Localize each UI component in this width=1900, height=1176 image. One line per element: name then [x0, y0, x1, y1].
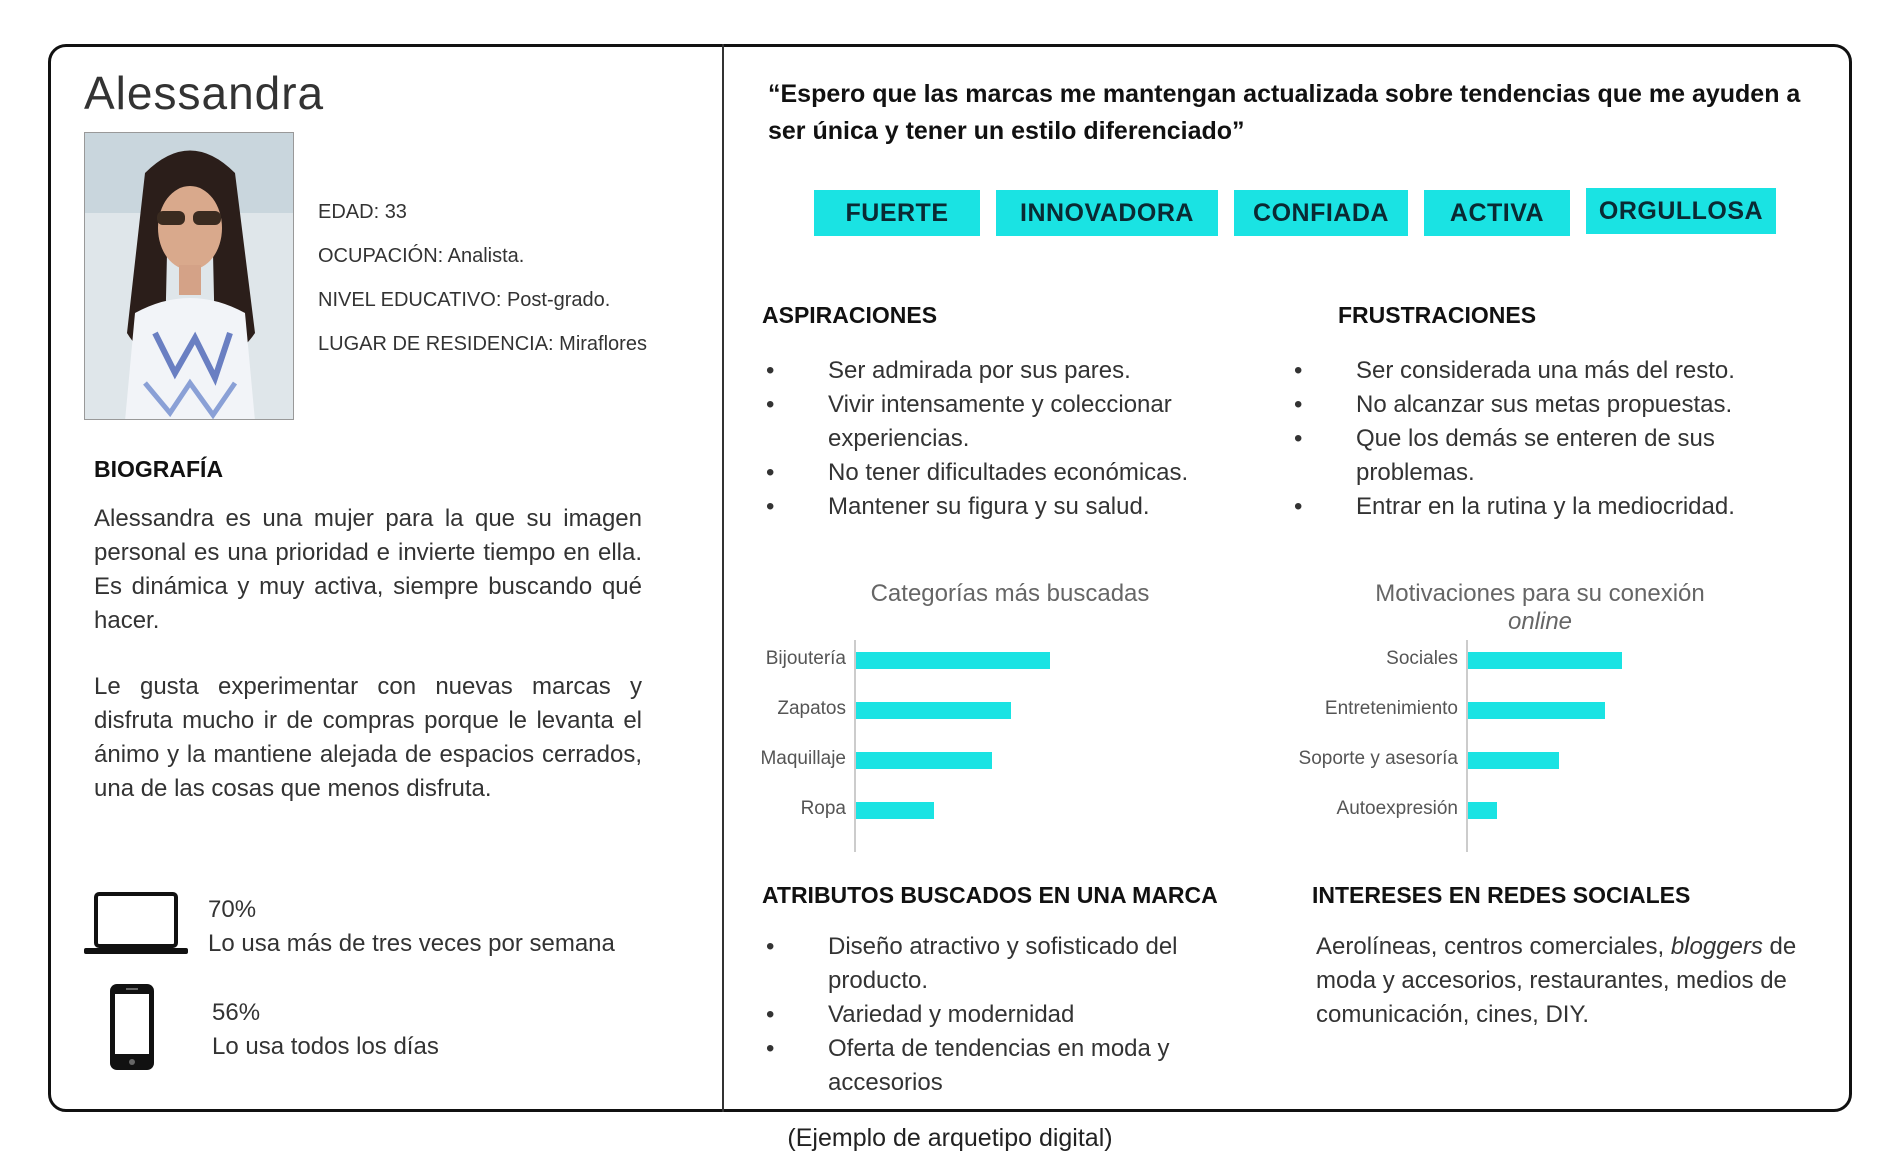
info-education: NIVEL EDUCATIVO: Post-grado.: [318, 289, 611, 311]
smartphone-usage-text: Lo usa todos los días: [212, 1033, 439, 1060]
trait-tag: CONFIADA: [1234, 190, 1408, 236]
list-item: • Mantener su figura y su salud.: [766, 490, 1246, 524]
social-interests-text: Aerolíneas, centros comerciales, bloggers de moda y accesorios, restaurantes, medios de comunicación, cines, DIY.: [1316, 933, 1797, 1028]
list-item: • Entrar en la rutina y la mediocridad.: [1294, 490, 1784, 524]
smartphone-percent: 56%: [212, 999, 261, 1026]
aspirations-list: [766, 354, 1246, 524]
list-item: • Variedad y modernidad: [766, 998, 1236, 1032]
smartphone-stat: [212, 996, 439, 1064]
frustrations-list: [1294, 354, 1784, 524]
bar-chart-motivations: [1270, 640, 1650, 860]
bar: [1468, 802, 1497, 819]
info-residence: LUGAR DE RESIDENCIA: Miraflores: [318, 333, 647, 355]
list-item: • Diseño atractivo y sofisticado del producto.: [766, 930, 1236, 998]
trait-tag: FUERTE: [814, 190, 980, 236]
laptop-icon: [84, 892, 188, 961]
persona-info: [318, 190, 647, 366]
list-item: • No alcanzar sus metas propuestas.: [1294, 388, 1784, 422]
bar-label: Sociales: [1386, 648, 1458, 669]
portrait-photo: [84, 132, 294, 420]
laptop-stat: [208, 893, 615, 961]
biography-paragraph-2: Le gusta experimentar con nuevas marcas y disfruta mucho ir de compras porque le levanta el ánimo y la mantiene alejada de espacios cerrados, una de las cosas que menos disfruta.: [94, 673, 642, 802]
bar: [1468, 702, 1605, 719]
brand-attributes-list: [766, 930, 1236, 1100]
bar-label: Entretenimiento: [1324, 698, 1458, 719]
bar: [856, 702, 1011, 719]
chart-axis: [854, 640, 856, 852]
aspirations-heading: ASPIRACIONES: [762, 302, 938, 328]
chart-axis: [1466, 640, 1468, 852]
bar-label: Ropa: [800, 798, 846, 819]
trait-tag: ORGULLOSA: [1586, 188, 1776, 234]
bar: [1468, 752, 1559, 769]
chart-title: Categorías más buscadas: [870, 580, 1150, 607]
biography-paragraph-1: Alessandra es una mujer para la que su imagen personal es una prioridad e invierte tiempo en ella. Es dinámica y muy activa, siempre buscando qué hacer.: [94, 505, 642, 634]
persona-quote: “Espero que las marcas me mantengan actualizada sobre tendencias que me ayuden a ser única y tener un estilo diferenciado”: [768, 80, 1801, 145]
portrait-icon: [85, 133, 294, 420]
list-item: • Que los demás se enteren de sus problemas.: [1294, 422, 1784, 490]
list-item: • Ser considerada una más del resto.: [1294, 354, 1784, 388]
list-item: • No tener dificultades económicas.: [766, 456, 1246, 490]
persona-name: Alessandra: [84, 67, 325, 119]
bar-label: Soporte y asesoría: [1298, 748, 1458, 769]
figure-caption: (Ejemplo de arquetipo digital): [787, 1124, 1113, 1152]
list-item: • Oferta de tendencias en moda y accesorios: [766, 1032, 1236, 1100]
info-occupation: OCUPACIÓN: Analista.: [318, 245, 525, 267]
bar: [1468, 652, 1622, 669]
bar: [856, 652, 1050, 669]
bar-chart-categories: [740, 640, 1120, 860]
column-divider: [722, 44, 724, 1112]
bar-label: Maquillaje: [760, 748, 846, 769]
chart-title-italic: online: [1507, 608, 1573, 635]
bar: [856, 802, 934, 819]
bar-label: Bijoutería: [765, 648, 846, 669]
info-age: EDAD: 33: [318, 201, 407, 223]
brand-attributes-heading: ATRIBUTOS BUSCADOS EN UNA MARCA: [762, 882, 1218, 908]
frustrations-heading: FRUSTRACIONES: [1338, 302, 1537, 328]
bar-label: Zapatos: [777, 698, 846, 719]
laptop-percent: 70%: [208, 896, 257, 923]
list-item: • Ser admirada por sus pares.: [766, 354, 1246, 388]
trait-tag: ACTIVA: [1424, 190, 1570, 236]
social-interests-heading: INTERESES EN REDES SOCIALES: [1312, 882, 1691, 908]
chart-title: [1330, 580, 1750, 636]
bar: [856, 752, 992, 769]
laptop-usage-text: Lo usa más de tres veces por semana: [208, 930, 615, 957]
biography-heading: BIOGRAFÍA: [94, 456, 224, 482]
trait-tag: INNOVADORA: [996, 190, 1218, 236]
list-item: • Vivir intensamente y coleccionar experiencias.: [766, 388, 1246, 456]
bar-label: Autoexpresión: [1336, 798, 1458, 819]
smartphone-icon: [108, 982, 156, 1077]
chart-title-main: Motivaciones para su conexión: [1375, 580, 1705, 607]
